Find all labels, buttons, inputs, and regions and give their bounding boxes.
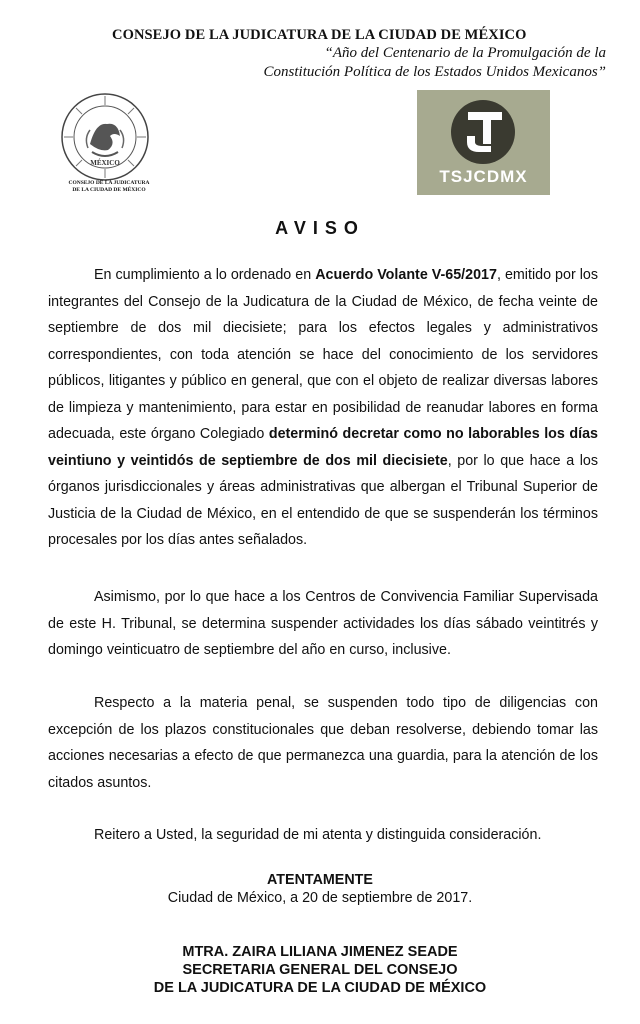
place-and-date: Ciudad de México, a 20 de septiembre de 2017. (167, 890, 473, 906)
document-header-title: CONSEJO DE LA JUDICATURA DE LA CIUDAD DE MÉXICO (112, 27, 527, 43)
paragraph-1-text-c: , emitido por los integrantes del Consejo de la Judicatura de la Ciudad de México, de fecha veinte de septiembre de dos mil diecisiete; para los efectos legales y administrativos correspondientes, con toda atención se hace del conocimiento de los servidores públicos, litigantes y público en general, que con el objeto de realizar diversas labores de limpieza y mantenimiento, para estar en posibilidad de reanudar labores en forma adecuada, este órgano Colegiado (48, 267, 598, 442)
closing-block (0, 871, 640, 907)
paragraph-1-text-a: En cumplimiento a lo ordenado en (94, 267, 316, 283)
closing-salutation: ATENTAMENTE (267, 872, 373, 888)
paragraph-1-text-e: , por lo que hace a los órganos jurisdiccionales y áreas administrativas que albergan el Tribunal Superior de Justicia de la Ciudad de México, en el entendido de que se suspenderán los términos procesales por los días antes señalados. (48, 452, 598, 548)
paragraph-4: Reitero a Usted, la seguridad de mi atenta y distinguida consideración. (94, 827, 542, 843)
seal-caption-line-1: CONSEJO DE LA JUDICATURA (68, 180, 150, 186)
logo-text: TSJCDMX (439, 167, 528, 186)
signatory-title-line-1: SECRETARIA GENERAL DEL CONSEJO (182, 962, 458, 978)
paragraph-3: Respecto a la materia penal, se suspenden todo tipo de diligencias con excepción de los plazos constitucionales que deban resolverse, debiendo tomar las acciones necesarias a efecto de que permanezca una guardia, para la atención de los citados asuntos. (48, 695, 598, 791)
signatory-title-line-2: DE LA JUDICATURA DE LA CIUDAD DE MÉXICO (153, 980, 487, 996)
tsjcdmx-emblem-icon (417, 90, 550, 170)
seal-caption-line-2: DE LA CIUDAD DE MÉXICO (72, 187, 146, 193)
signatory-name: MTRA. ZAIRA LILIANA JIMENEZ SEADE (182, 944, 458, 960)
signature-block (0, 943, 640, 997)
seal-caption (64, 180, 154, 194)
document-heading: AVISO (275, 218, 365, 238)
paragraph-1 (48, 262, 598, 554)
paragraph-2: Asimismo, por lo que hace a los Centros de Convivencia Familiar Supervisada de este H. Tribunal, se determina suspender actividades los días sábado veintitrés y domingo veinticuatro de septiembre del año en curso, inclusive. (48, 589, 598, 658)
non-working-days-decree: determinó decretar como no laborables los días veintiuno y veintidós de septiembre de dos mil diecisiete (48, 426, 598, 469)
national-seal-icon (60, 92, 150, 182)
tsjcdmx-logo (417, 90, 550, 195)
seal-text: MÉXICO (90, 159, 120, 167)
agreement-reference: Acuerdo Volante V-65/2017 (315, 267, 497, 283)
year-motto (186, 44, 606, 82)
motto-line-1: “Año del Centenario de la Promulgación de la (324, 45, 606, 61)
motto-line-2: Constitución Política de los Estados Unidos Mexicanos” (263, 64, 606, 80)
